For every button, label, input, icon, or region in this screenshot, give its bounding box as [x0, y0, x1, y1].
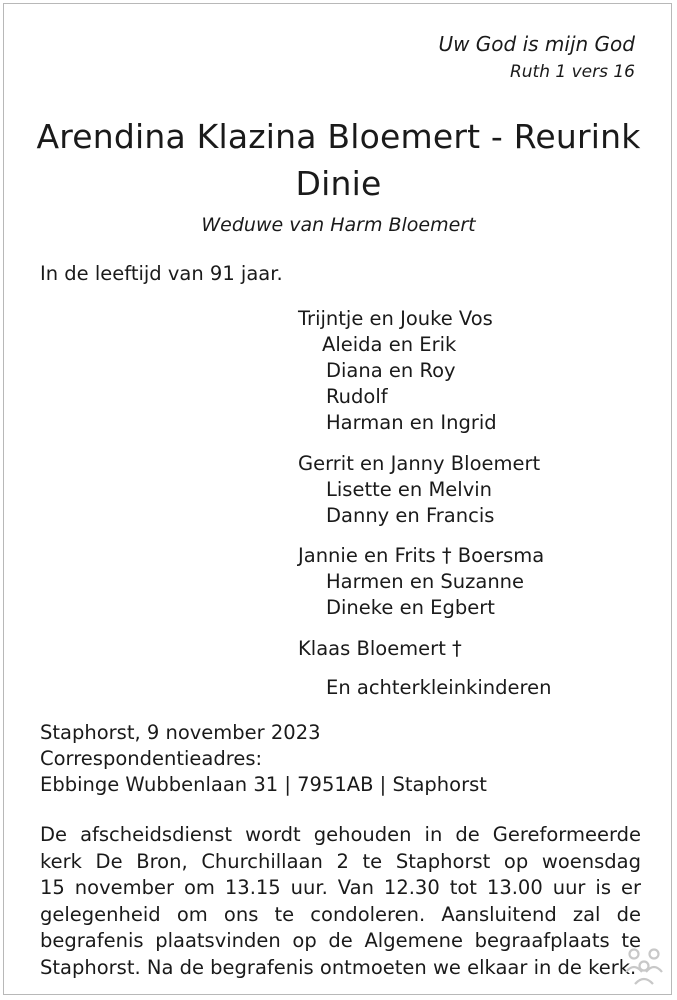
correspondence-label: Correspondentieadres:	[40, 747, 263, 770]
family-member: Danny en Francis	[326, 504, 495, 527]
bible-quote: Uw God is mijn God	[438, 32, 635, 56]
place-date: Staphorst, 9 november 2023	[40, 721, 321, 744]
family-member: Lisette en Melvin	[326, 478, 493, 501]
deceased-full-name: Arendina Klazina Bloemert - Reurink	[36, 117, 641, 156]
bible-reference: Ruth 1 vers 16	[509, 62, 635, 82]
family-group-head: Gerrit en Janny Bloemert	[298, 452, 541, 475]
service-line: Staphorst. Na de begrafenis ontmoeten we elkaar in de kerk.	[40, 955, 637, 979]
family-member: Diana en Roy	[326, 359, 456, 382]
family-member: Harmen en Suzanne	[326, 570, 525, 593]
service-line: De afscheidsdienst wordt gehouden in de Gereformeerde	[40, 823, 641, 846]
people-group-icon	[623, 946, 665, 986]
service-line: gelegenheid om ons te condoleren. Aansluitend zal de	[40, 902, 641, 926]
family-group-head: Trijntje en Jouke Vos	[298, 307, 493, 330]
family-group-head: Jannie en Frits † Boersma	[298, 544, 545, 567]
service-line: kerk De Bron, Churchillaan 2 te Staphorst op woensdag	[40, 849, 641, 873]
service-line: 15 november om 13.15 uur. Van 12.30 tot 13.00 uur is er	[40, 876, 641, 899]
deceased-nickname: Dinie	[295, 164, 382, 203]
family-member: Harman en Ingrid	[326, 411, 497, 434]
age-line: In de leeftijd van 91 jaar.	[40, 262, 283, 285]
service-paragraph	[40, 822, 641, 981]
obituary-card	[3, 3, 672, 995]
family-group-head: Klaas Bloemert †	[298, 637, 462, 660]
service-line: begrafenis plaatsvinden op de Algemene begraafplaats te	[40, 929, 641, 952]
widow-of-line: Weduwe van Harm Bloemert	[201, 214, 476, 236]
great-grandchildren-line: En achterkleinkinderen	[326, 676, 552, 699]
correspondence-address: Ebbinge Wubbenlaan 31 | 7951AB | Staphorst	[40, 773, 487, 796]
family-member: Dineke en Egbert	[326, 596, 495, 619]
family-member: Rudolf	[326, 385, 388, 408]
family-member: Aleida en Erik	[322, 333, 457, 356]
